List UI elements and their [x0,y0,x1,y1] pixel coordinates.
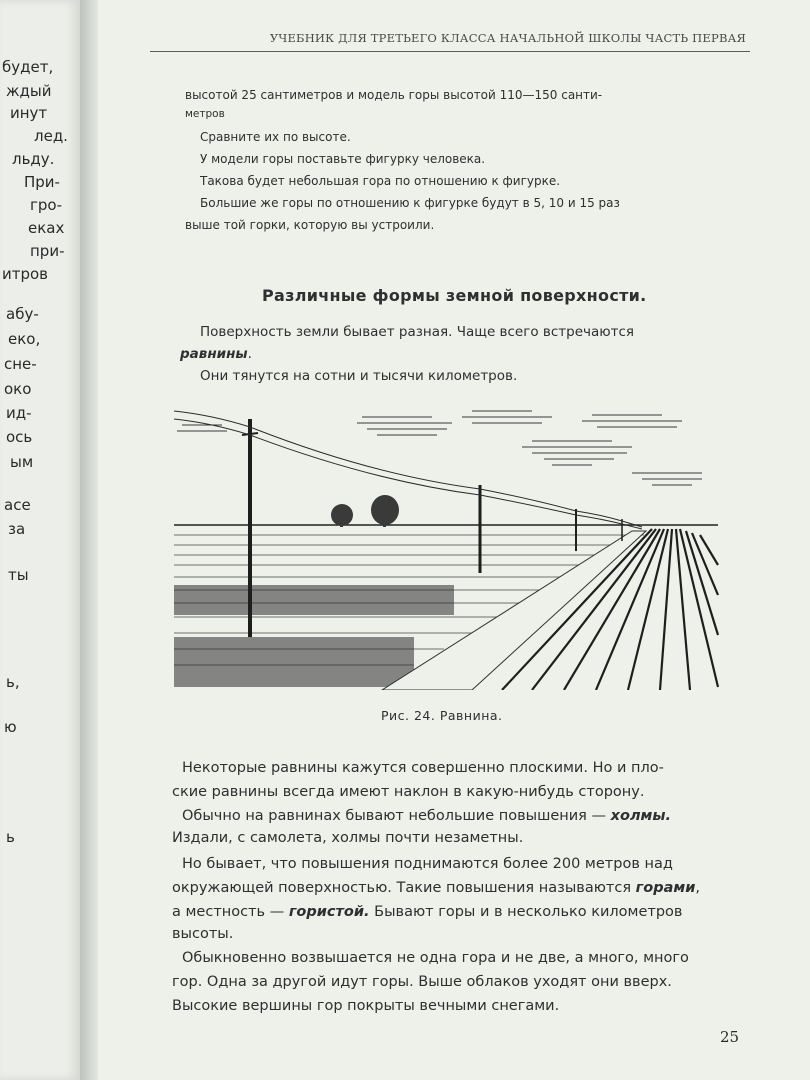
body-text: окружающей поверхностью. Такие повышения называются [172,880,636,896]
left-fragment: ю [4,718,17,736]
left-fragment: ь, [6,673,20,691]
intro-line: высотой 25 сантиметров и модель горы высотой 110—150 санти- [185,88,603,102]
left-fragment: ым [10,453,34,471]
running-title: УЧЕБНИК ДЛЯ ТРЕТЬЕГО КЛАССА НАЧАЛЬНОЙ ШКОЛЫ ЧАСТЬ ПЕРВАЯ [269,31,746,45]
cloud-hatching [177,411,702,485]
left-fragment: ид- [6,404,32,422]
body-line [182,808,671,824]
paragraph-line: Они тянутся на сотни и тысячи километров. [200,368,518,384]
body-line: высоты. [172,926,234,942]
intro-line: Сравните их по высоте. [200,130,351,144]
body-text: Обычно на равнинах бывают небольшие повышения — [182,808,611,824]
term-punct: . [247,346,252,362]
left-fragment: ь [6,828,15,846]
intro-line: Большие же горы по отношению к фигурке будут в 5, 10 и 15 раз [200,196,620,210]
body-line: гор. Одна за другой идут горы. Выше облаков уходят они вверх. [172,974,672,990]
body-text: Бывают горы и в несколько километров [369,904,683,920]
term-plains: равнины [180,346,248,362]
left-fragment: за [8,520,26,538]
left-fragment: асе [4,496,31,514]
body-line: Издали, с самолета, холмы почти незаметны. [172,830,524,846]
term-mountains: горами [635,880,696,896]
intro-line: выше той горки, которую вы устроили. [185,218,435,232]
body-line: Высокие вершины гор покрыты вечными снегами. [172,998,560,1014]
figure-caption: Рис. 24. Равнина. [381,708,503,723]
body-line: Но бывает, что повышения поднимаются более 200 метров над [182,856,673,872]
intro-line: Такова будет небольшая гора по отношению к фигурке. [200,174,561,188]
left-fragment: ждый [6,82,52,100]
left-fragment: сне- [4,355,37,373]
left-fragment: инут [10,104,48,122]
left-fragment: льду. [12,150,55,168]
body-line: Обыкновенно возвышается не одна гора и не две, а много, много [182,950,689,966]
paragraph-line [180,346,252,362]
body-line: Некоторые равнины кажутся совершенно плоскими. Но и пло- [182,760,664,776]
left-fragment: еко, [8,330,41,348]
left-fragment: гро- [30,196,62,214]
plain-illustration [172,405,720,690]
body-text: а местность — [172,904,289,920]
body-line [172,880,700,896]
left-fragment: итров [2,265,49,283]
left-fragment: будет, [2,58,54,76]
left-fragment: ось [6,428,33,446]
running-header [150,31,750,52]
paragraph-line: Поверхность земли бывает разная. Чаще всего встречаются [200,324,635,340]
body-line: ские равнины всегда имеют наклон в какую-нибудь сторону. [172,784,645,800]
body-text: , [695,880,700,896]
left-fragment: ты [8,566,29,584]
left-fragment: абу- [6,305,39,323]
body-line [172,904,682,920]
term-hills: холмы. [610,808,672,824]
intro-line: метров [185,108,225,120]
trees [331,495,399,527]
left-fragment: еках [28,219,65,237]
intro-line: У модели горы поставьте фигурку человека. [200,152,486,166]
left-fragment: лед. [34,127,68,145]
term-mountainous: гористой. [288,904,370,920]
left-page-edge [0,0,80,1080]
page-number: 25 [720,1028,740,1046]
left-fragment: При- [24,173,60,191]
left-fragment: око [4,380,32,398]
book-gutter [80,0,98,1080]
section-title: Различные формы земной поверхности. [262,286,647,305]
left-fragment: при- [30,242,65,260]
